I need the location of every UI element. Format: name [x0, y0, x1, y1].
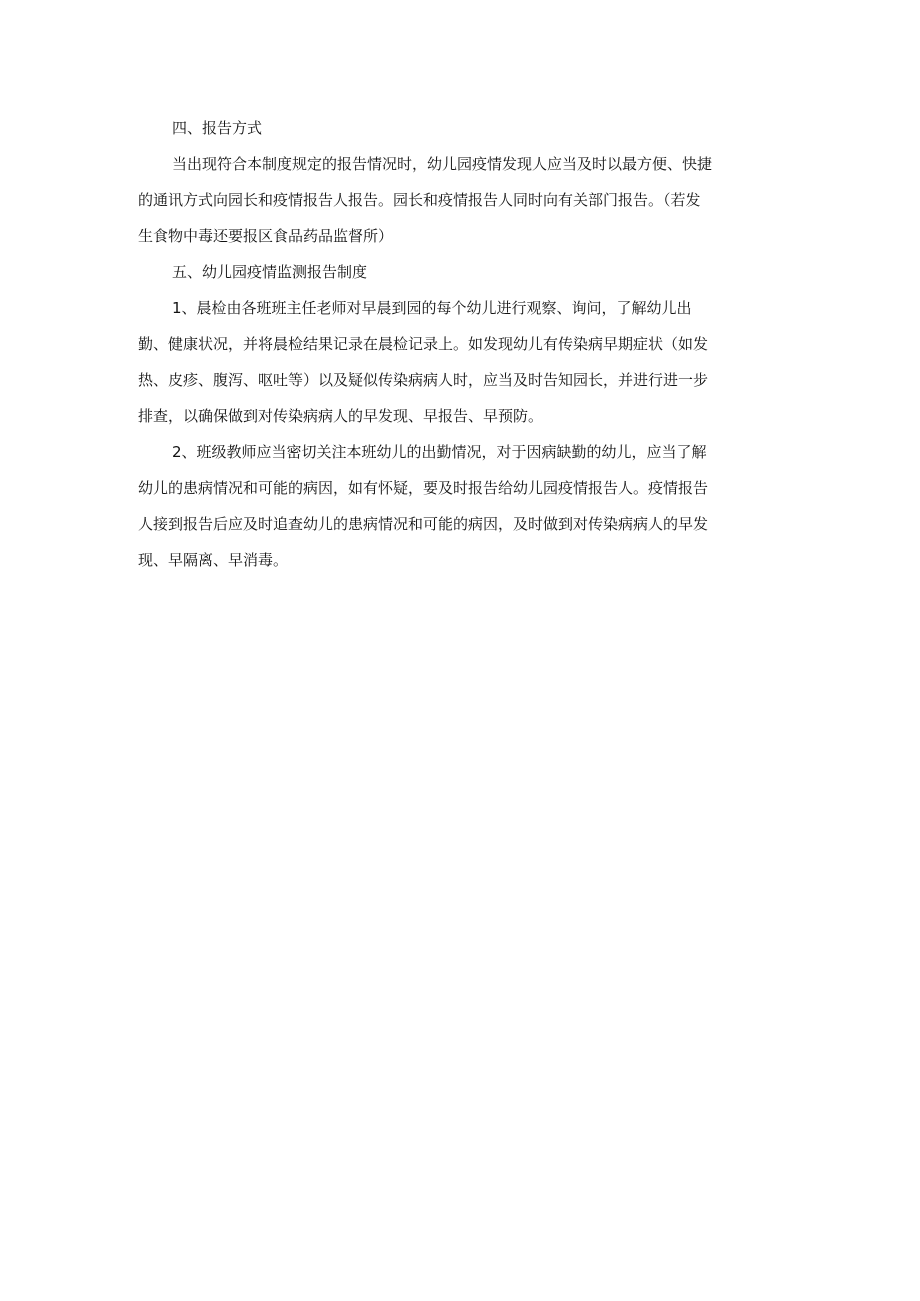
paragraph-line: 勤、健康状况，并将晨检结果记录在晨检记录上。如发现幼儿有传染病早期症状（如发 [138, 335, 709, 353]
paragraph-line: 热、皮疹、腹泻、呕吐等）以及疑似传染病病人时，应当及时告知园长，并进行进一步 [138, 371, 709, 389]
attendance-paragraph [138, 434, 788, 578]
paragraph-line: 现、早隔离、早消毒。 [138, 551, 289, 569]
paragraph-line: 当出现符合本制度规定的报告情况时，幼儿园疫情发现人应当及时以最方便、快捷 [172, 155, 713, 173]
paragraph-line: 2、班级教师应当密切关注本班幼儿的出勤情况，对于因病缺勤的幼儿，应当了解 [172, 443, 707, 461]
paragraph-line: 1、晨检由各班班主任老师对早晨到园的每个幼儿进行观察、询问，了解幼儿出 [172, 299, 692, 317]
morning-check-paragraph [138, 290, 788, 434]
paragraph-line: 幼儿的患病情况和可能的病因，如有怀疑，要及时报告给幼儿园疫情报告人。疫情报告 [138, 479, 709, 497]
section-heading-monitoring-system: 五、幼儿园疫情监测报告制度 [172, 263, 368, 281]
document-body [138, 110, 788, 578]
paragraph-line: 的通讯方式向园长和疫情报告人报告。园长和疫情报告人同时向有关部门报告。（若发 [138, 191, 701, 209]
paragraph-line: 生食物中毒还要报区食品药品监督所） [138, 227, 394, 245]
section-heading-report-method: 四、报告方式 [172, 119, 263, 137]
paragraph-line: 排查，以确保做到对传染病病人的早发现、早报告、早预防。 [138, 407, 544, 425]
report-method-paragraph [138, 146, 788, 254]
paragraph-line: 人接到报告后应及时追查幼儿的患病情况和可能的病因，及时做到对传染病病人的早发 [138, 515, 709, 533]
